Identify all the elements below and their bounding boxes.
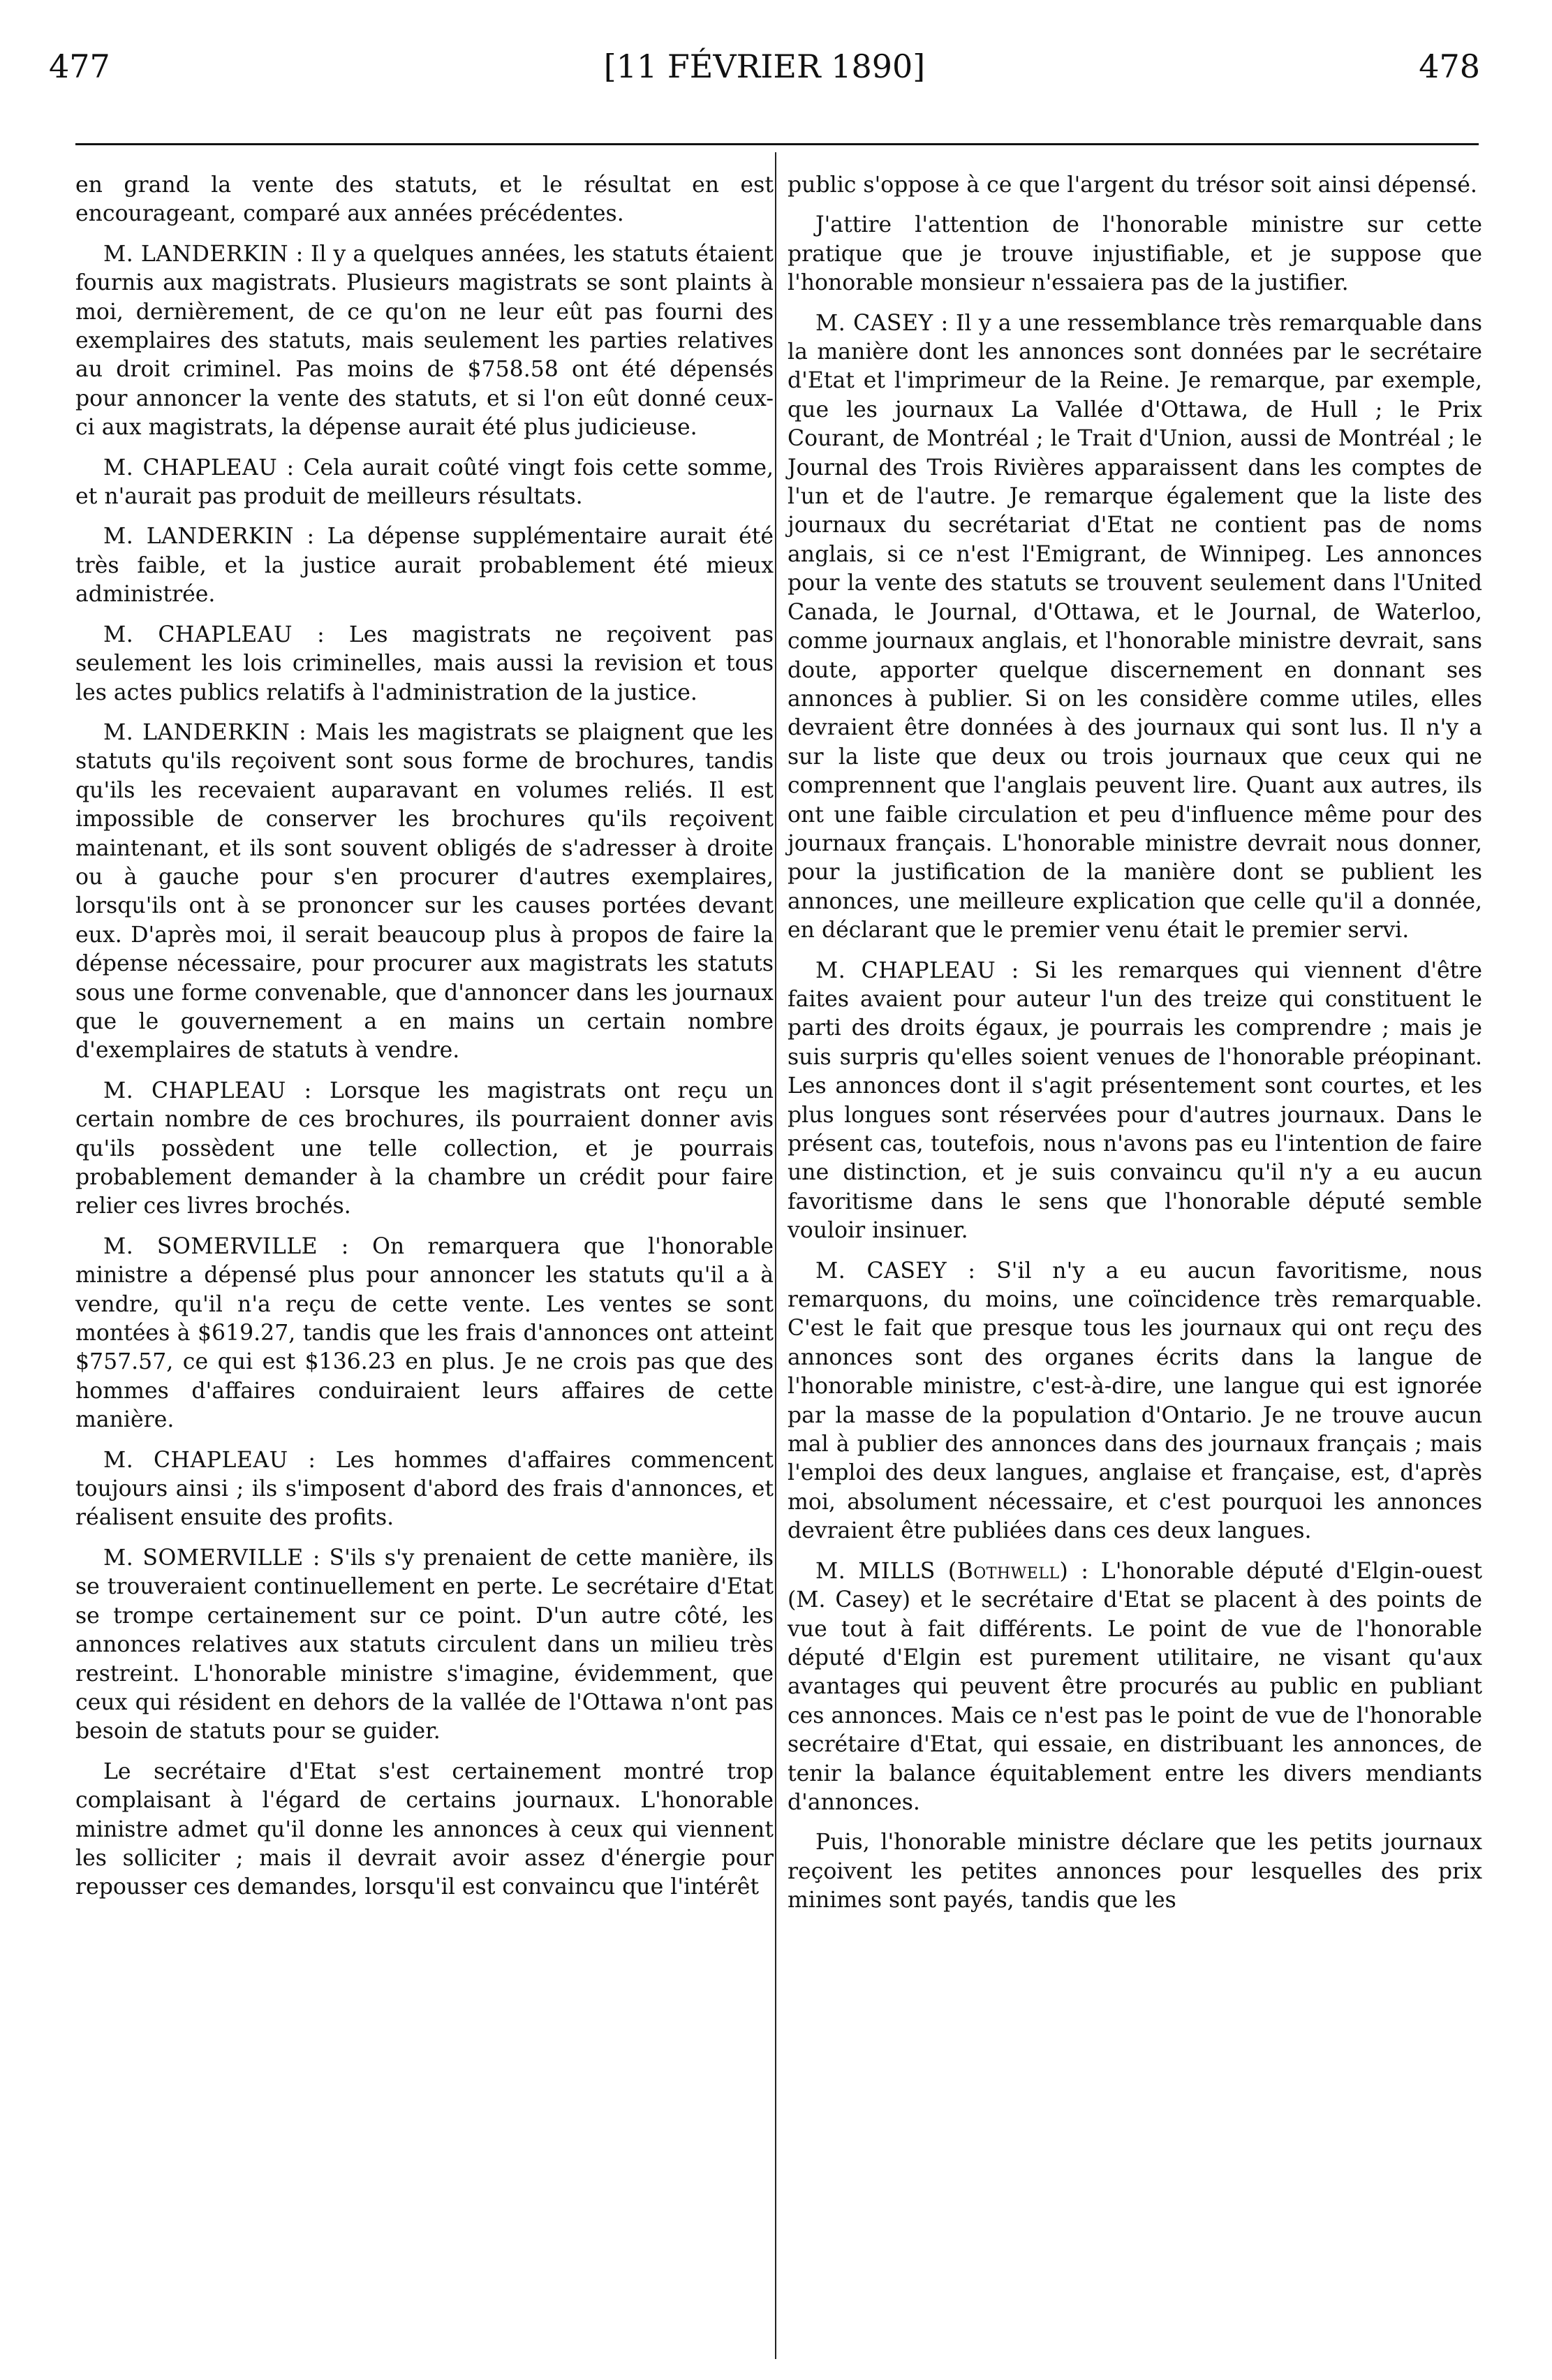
paragraph-text: Les magistrats ne reçoivent pas seulement les lois criminelles, mais aussi la revision et tous les actes publics relatifs à l'administration de la justice. <box>75 622 774 705</box>
paragraph <box>75 719 774 1066</box>
paragraph-text: public s'oppose à ce que l'argent du trésor soit ainsi dépensé. <box>788 172 1477 198</box>
speaker-name: M. LANDERKIN : <box>103 524 315 550</box>
speaker-name: M. CASEY : <box>815 1258 976 1284</box>
paragraph <box>788 1557 1482 1818</box>
paragraph <box>788 957 1482 1246</box>
paragraph-text: La dépense supplémentaire aurait été très faible, et la justice aurait probablement été mieux administrée. <box>75 524 774 608</box>
paragraph <box>75 171 774 229</box>
paragraph <box>788 1257 1482 1546</box>
paragraph <box>75 621 774 707</box>
paragraph-text: Il y a une ressemblance très remarquable dans la manière dont les annonces sont données par le secrétaire d'Etat et l'imprimeur de la Reine. Je remarque, par exemple, que les journaux La Vallée d'Ottawa, de Hull ; le Prix Courant, de Montréal ; le Trait d'Union, aussi de Montréal ; le Journal des Trois Rivières apparaissent dans les comptes de l'un et de l'autre. Je remarque également que la liste des journaux du secrétariat d'Etat ne contient pas de noms anglais, si ce n'est l'Emigrant, de Winnipeg. Les annonces pour la vente des statuts se trouvent seulement dans l'United Canada, le Journal, d'Ottawa, et le Journal, de Waterloo, comme journaux anglais, et l'honorable ministre devrait, sans doute, apporter quelque discernement en donnant ses annonces à publier. Si on les considère comme utiles, elles devraient être données à des journaux qui sont lus. Il n'y a sur la liste que deux ou trois journaux que ceux qui ne comprennent que l'anglais peuvent lire. Quant aux autres, ils ont une faible circulation et peu d'influence même pour des journaux français. L'honorable ministre devrait nous donner, pour la justification de la manière dont se publient les annonces, une meilleure explication que celle qu'il a donnée, en déclarant que le premier venu était le premier servi. <box>788 310 1482 943</box>
paragraph-text: Lorsque les magistrats ont reçu un certain nombre de ces brochures, ils pourraient donner avis qu'ils possèdent une telle collection, et je pourrais probablement demander à la chambre un crédit pour faire relier ces livres brochés. <box>75 1078 774 1219</box>
speaker-name: M. SOMERVILLE : <box>103 1545 320 1571</box>
paragraph-text: en grand la vente des statuts, et le résultat en est encourageant, comparé aux années précédentes. <box>75 172 774 227</box>
speaker-name: M. CHAPLEAU : <box>103 622 325 647</box>
paragraph <box>788 211 1482 298</box>
paragraph-text: Le secrétaire d'Etat s'est certainement montré trop complaisant à l'égard de certains journaux. L'honorable ministre admet qu'il donne les annonces à ceux qui viennent les solliciter ; mais il devrait avoir assez d'énergie pour repousser ces demandes, lorsqu'il est convaincu que l'intérêt <box>75 1758 774 1900</box>
paragraph <box>75 1233 774 1435</box>
paragraph-text: S'il n'y a eu aucun favoritisme, nous remarquons, du moins, une coïncidence très remarquable. C'est le fait que presque tous les journaux qui ont reçu des annonces sont des organes écrits dans la langue de l'honorable ministre, c'est-à-dire, une langue qui est ignorée par la masse de la population d'Ontario. Je ne trouve aucun mal à publier des annonces dans des journaux français ; mais l'emploi des deux langues, anglaise et française, est, d'après moi, absolument nécessaire, et c'est pourquoi les annonces devraient être publiées dans ces deux langues. <box>788 1258 1482 1544</box>
paragraph <box>75 454 774 512</box>
paragraph <box>75 522 774 609</box>
paragraph <box>788 1828 1482 1915</box>
paragraph <box>788 171 1482 200</box>
speaker-name: M. CHAPLEAU : <box>103 455 295 480</box>
paragraph <box>75 1077 774 1221</box>
paragraph-text: Il y a quelques années, les statuts étaient fournis aux magistrats. Plusieurs magistrats se sont plaints à moi, dernièrement, de ce qu'on ne leur eût pas fourni des exemplaires des statuts, mais seulement les parties relatives au droit criminel. Pas moins de $758.58 ont été dépensés pour annoncer la vente des statuts, et si l'on eût donné ceux-ci aux magistrats, la dépense aurait été plus judicieuse. <box>75 241 774 441</box>
paragraph <box>75 1446 774 1533</box>
speaker-name: M. CASEY : <box>815 310 949 336</box>
paragraph-text: S'ils s'y prenaient de cette manière, ils se trouveraient continuellement en perte. Le secrétaire d'Etat se trompe certainement sur ce point. D'un autre côté, les annonces relatives aux statuts circulent dans un milieu très restreint. L'honorable ministre s'imagine, évidemment, que ceux qui résident en dehors de la vallée de l'Ottawa n'ont pas besoin de statuts pour se guider. <box>75 1545 774 1744</box>
paragraph-text: J'attire l'attention de l'honorable ministre sur cette pratique que je trouve injustifiable, et je suppose que l'honorable monsieur n'essaiera pas de la justifier. <box>788 212 1482 296</box>
paragraph-text: On remarquera que l'honorable ministre a dépensé plus pour annoncer les statuts qu'il a à vendre, qu'il n'a reçu de cette vente. Les ventes se sont montées à $619.27, tandis que les frais d'annonces ont atteint $757.57, ce qui est $136.23 en plus. Je ne crois pas que des hommes d'affaires conduiraient leurs affaires de cette manière. <box>75 1233 774 1433</box>
paragraph-text: Mais les magistrats se plaignent que les statuts qu'ils reçoivent sont sous forme de brochures, tandis qu'ils les recevaient auparavant en volumes reliés. Il est impossible de conserver les brochures qu'ils reçoivent maintenant, et ils sont souvent obligés de s'adresser à droite ou à gauche pour s'en procurer d'autres exemplaires, lorsqu'ils ont à se prononcer sur les causes portées devant eux. D'après moi, il serait beaucoup plus à propos de faire la dépense nécessaire, pour procurer aux magistrats les statuts sous une forme convenable, que d'annoncer dans les journaux que le gouvernement a en mains un certain nombre d'exemplaires de statuts à vendre. <box>75 719 774 1064</box>
paragraph-text: L'honorable député d'Elgin-ouest (M. Casey) et le secrétaire d'Etat se placent à des points de vue tout à fait différents. Le point de vue de l'honorable député d'Elgin est purement utilitaire, ne visant qu'aux avantages qui peuvent être procurés au public en publiant ces annonces. Mais ce n'est pas le point de vue de l'honorable secrétaire d'Etat, qui essaie, en distribuant les annonces, de tenir la balance équitablement entre les divers mendiants d'annonces. <box>788 1558 1483 1815</box>
speaker-name: M. CHAPLEAU : <box>103 1078 312 1103</box>
paragraph-text: Puis, l'honorable ministre déclare que les petits journaux reçoivent les petites annonces pour lesquelles des prix minimes sont payés, tandis que les <box>788 1830 1482 1913</box>
speaker-name: M. SOMERVILLE : <box>103 1233 349 1259</box>
page-date-title: [11 FÉVRIER 1890] <box>603 47 926 85</box>
speaker-name: M. CHAPLEAU : <box>815 957 1019 983</box>
speaker-name: M. CHAPLEAU : <box>103 1447 316 1473</box>
paragraph-text: Cela aurait coûté vingt fois cette somme, et n'aurait pas produit de meilleurs résultats. <box>75 455 774 510</box>
paragraph-text: Les hommes d'affaires commencent toujours ainsi ; ils s'imposent d'abord des frais d'annonces, et réalisent ensuite des profits. <box>75 1447 774 1531</box>
paragraph <box>75 240 774 443</box>
column-divider <box>775 152 776 2359</box>
page-header <box>49 47 1480 103</box>
left-column <box>75 171 774 1913</box>
paragraph-text: Si les remarques qui viennent d'être faites avaient pour auteur l'un des treize qui constituent le parti des droits égaux, je pourrais les comprendre ; mais je suis surpris qu'elles soient venues de l'honorable préopinant. Les annonces dont il s'agit présentement sont courtes, et les plus longues sont réservées pour d'autres journaux. Dans le présent cas, toutefois, nous n'avons pas eu l'intention de faire une distinction, et je suis convaincu qu'il n'y a eu aucun favoritisme dans le sens que l'honorable député semble vouloir insinuer. <box>788 957 1482 1244</box>
speaker-name: M. LANDERKIN : <box>103 241 304 267</box>
paragraph <box>75 1758 774 1902</box>
speaker-name: M. MILLS (Bothwell) : <box>815 1558 1089 1584</box>
right-column <box>788 171 1482 1927</box>
paragraph <box>788 309 1482 946</box>
paragraph <box>75 1544 774 1747</box>
speaker-name: M. LANDERKIN : <box>103 719 307 745</box>
header-rule <box>75 143 1479 145</box>
page-number-left: 477 <box>49 47 110 85</box>
page-number-right: 478 <box>1419 47 1480 85</box>
